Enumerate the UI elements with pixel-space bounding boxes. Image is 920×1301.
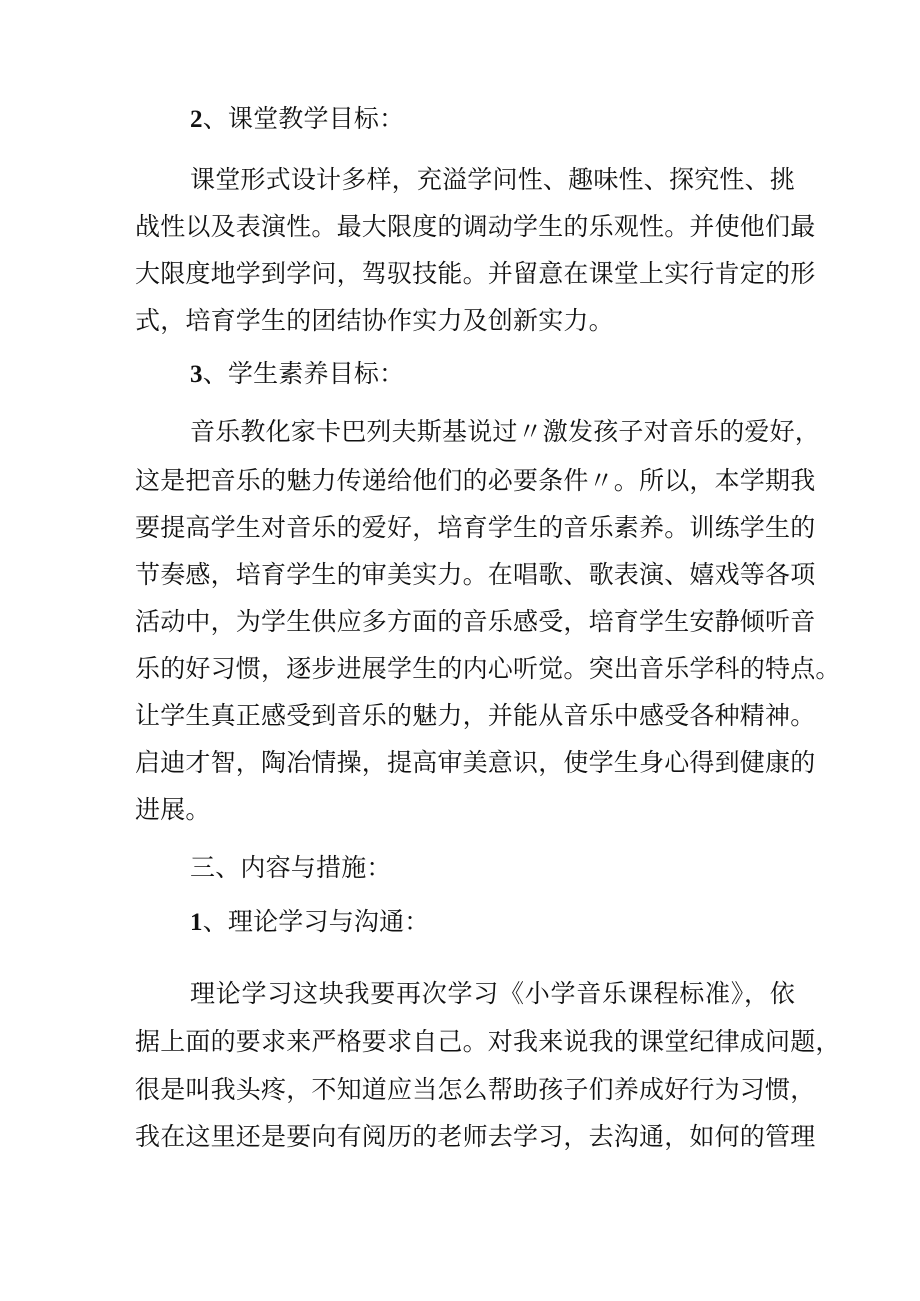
paragraph-line: 要提高学生对音乐的爱好，培育学生的音乐素养。训练学生的	[135, 513, 816, 542]
paragraph-line: 很是叫我头疼，不知道应当怎么帮助孩子们养成好行为习惯，	[135, 1075, 816, 1104]
paragraph-line: 据上面的要求来严格要求自己。对我来说我的课堂纪律成问题，	[135, 1027, 841, 1056]
paragraph-line: 这是把音乐的魅力传递给他们的必要条件〃。所以，本学期我	[135, 466, 816, 495]
heading-text: 、学生素养目标：	[202, 359, 405, 388]
paragraph-line: 节奏感，培育学生的审美实力。在唱歌、歌表演、嬉戏等各项	[135, 560, 816, 589]
heading-number: 3	[190, 361, 203, 388]
paragraph-line: 我在这里还是要向有阅历的老师去学习，去沟通，如何的管理	[135, 1122, 816, 1151]
paragraph-line: 战性以及表演性。最大限度的调动学生的乐观性。并使他们最	[135, 212, 816, 241]
paragraph-line: 大限度地学到学问，驾驭技能。并留意在课堂上实行肯定的形	[135, 259, 816, 288]
paragraph-line: 启迪才智，陶冶情操，提高审美意识，使学生身心得到健康的	[135, 748, 816, 777]
paragraph-line: 乐的好习惯，逐步进展学生的内心听觉。突出音乐学科的特点。	[135, 654, 841, 683]
paragraph-line: 活动中，为学生供应多方面的音乐感受，培育学生安静倾听音	[135, 607, 816, 636]
paragraph-line: 让学生真正感受到音乐的魅力，并能从音乐中感受各种精神。	[135, 701, 816, 730]
paragraph-line: 课堂形式设计多样，充溢学问性、趣味性、探究性、挑	[190, 165, 795, 194]
paragraph-line: 式，培育学生的团结协作实力及创新实力。	[135, 306, 614, 335]
heading-student-literacy-goals	[190, 359, 795, 389]
heading-text: 、理论学习与沟通：	[202, 907, 430, 936]
paragraph-line: 理论学习这块我要再次学习《小学音乐课程标准》，依	[190, 979, 795, 1008]
heading-text: 、课堂教学目标：	[202, 104, 405, 133]
heading-number: 1	[190, 909, 203, 936]
heading-number: 2	[190, 106, 203, 133]
heading-classroom-teaching-goals	[190, 104, 795, 134]
heading-content-and-measures: 三、内容与措施：	[190, 853, 392, 882]
paragraph-line: 音乐教化家卡巴列夫斯基说过〃激发孩子对音乐的爱好，	[190, 417, 821, 446]
paragraph-line: 进展。	[135, 795, 211, 824]
heading-theory-study-communication	[190, 907, 795, 937]
